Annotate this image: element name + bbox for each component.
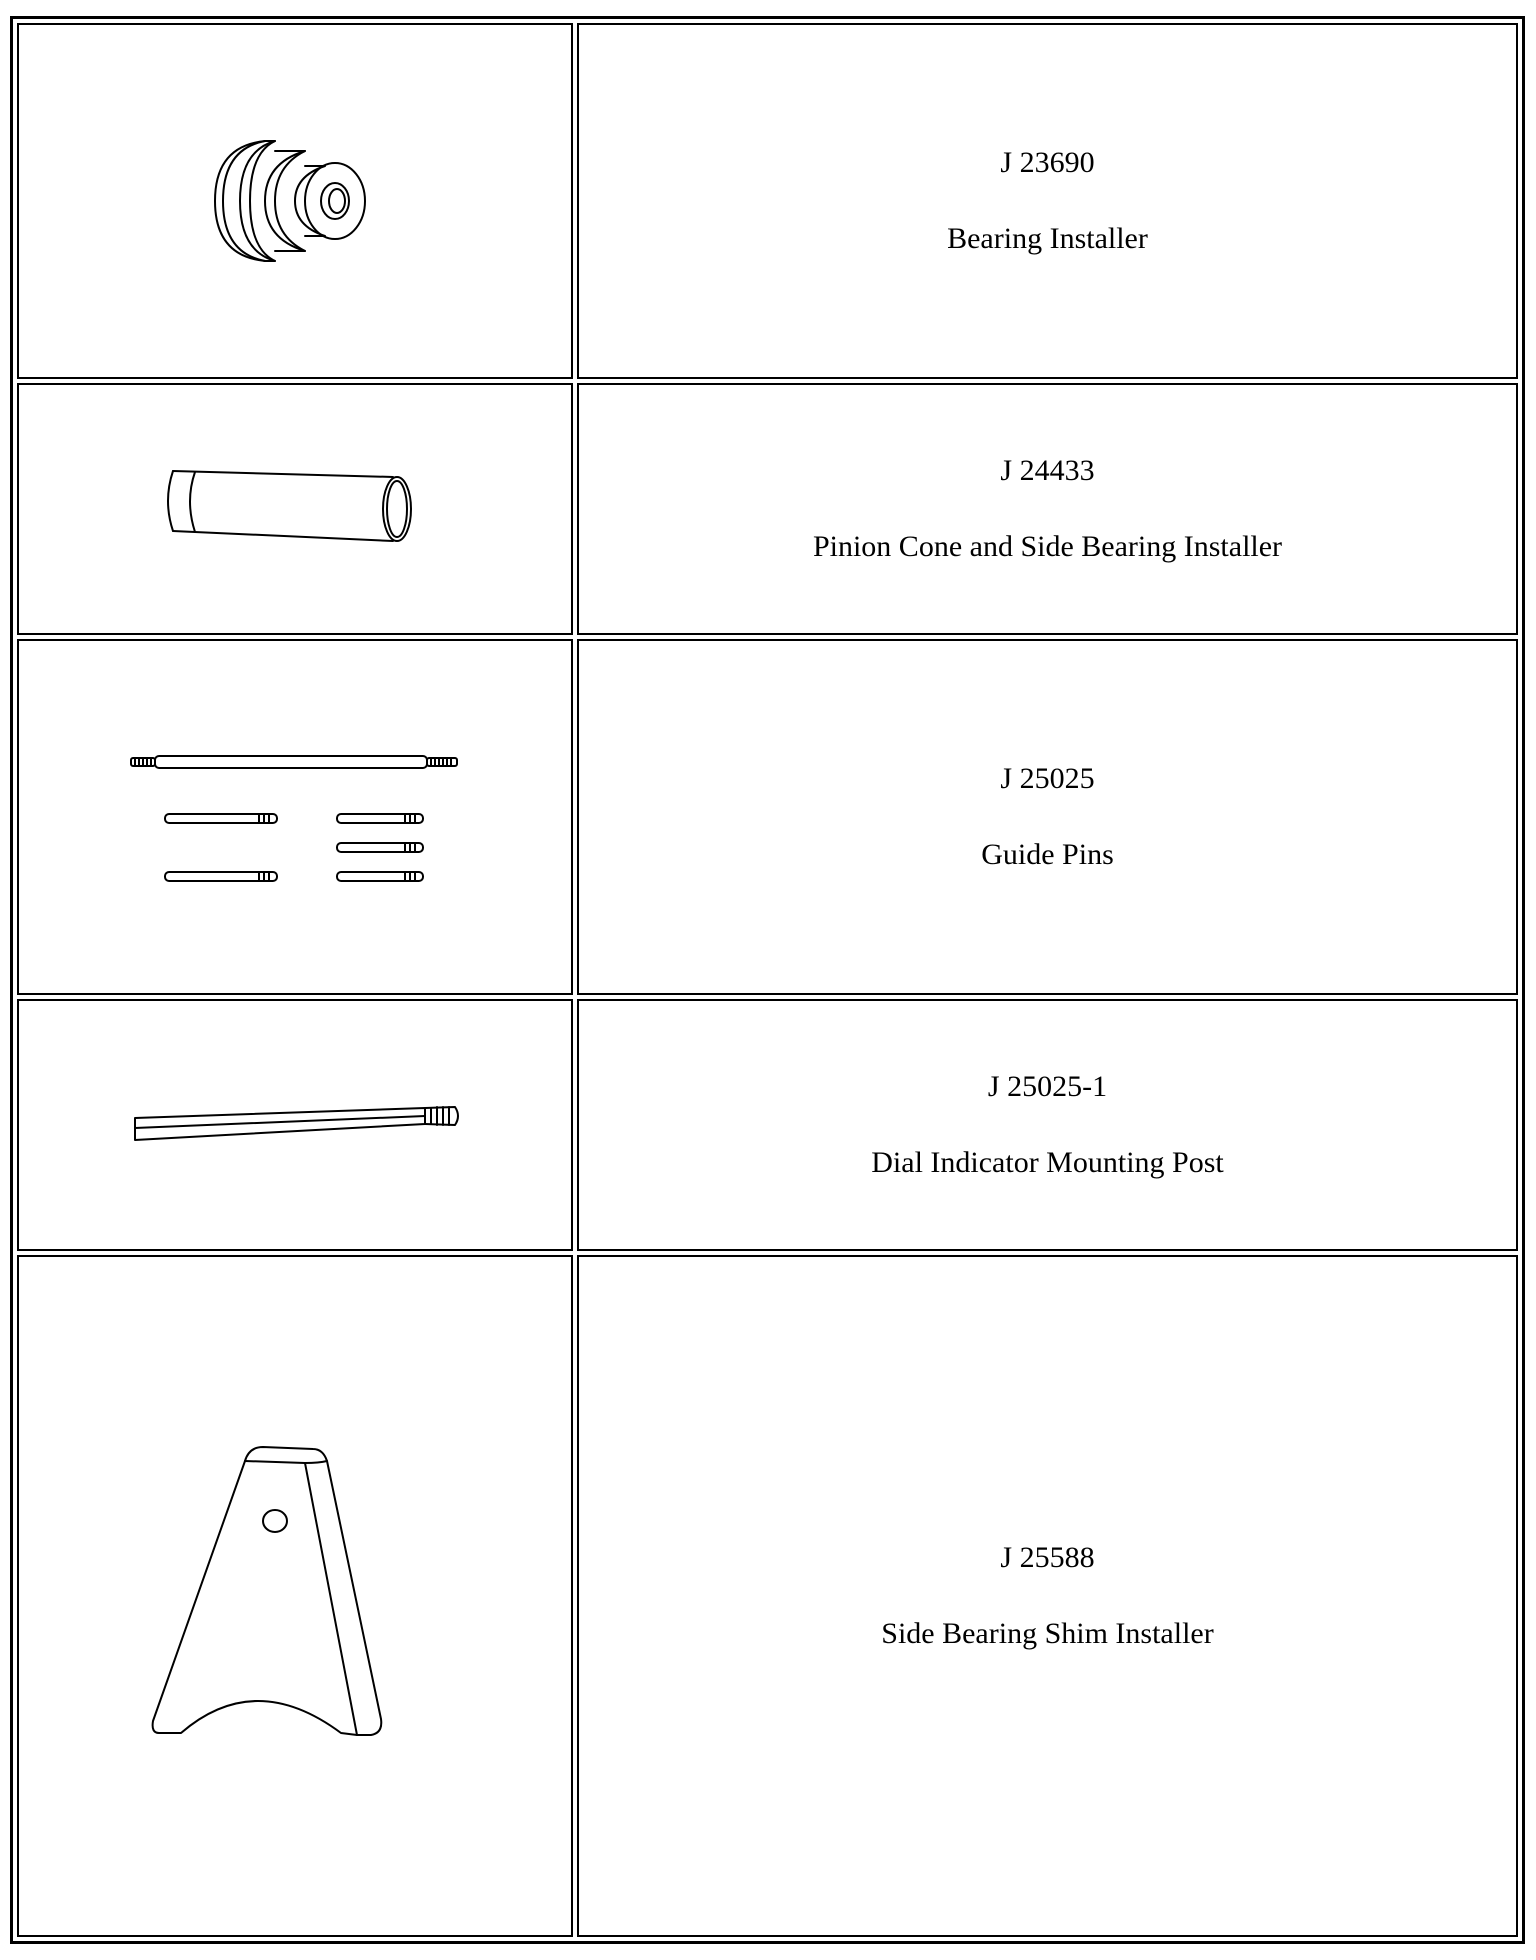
tool-text-cell bbox=[577, 383, 1518, 635]
tool-number: J 25025-1 bbox=[987, 1070, 1108, 1104]
tool-name: Side Bearing Shim Installer bbox=[881, 1617, 1214, 1651]
tool-image-cell bbox=[17, 639, 573, 995]
tool-text-cell bbox=[577, 23, 1518, 379]
tool-number: J 25025 bbox=[1000, 762, 1095, 796]
tool-image-cell bbox=[17, 1255, 573, 1937]
tool-text-cell bbox=[577, 639, 1518, 995]
short-guide-pin bbox=[165, 872, 277, 881]
shim-installer-illustration bbox=[145, 1441, 445, 1751]
tool-text-cell bbox=[577, 1255, 1518, 1937]
tool-name: Bearing Installer bbox=[947, 222, 1148, 256]
tool-image-cell bbox=[17, 999, 573, 1251]
guide-pins-illustration bbox=[125, 737, 465, 897]
tool-image-cell bbox=[17, 23, 573, 379]
tool-number: J 23690 bbox=[1000, 146, 1095, 180]
tool-name: Dial Indicator Mounting Post bbox=[871, 1146, 1224, 1180]
short-guide-pin bbox=[165, 814, 277, 823]
tool-row bbox=[17, 23, 1518, 379]
tool-row bbox=[17, 383, 1518, 635]
tool-number: J 25588 bbox=[1000, 1541, 1095, 1575]
tool-text-cell bbox=[577, 999, 1518, 1251]
tool-name: Pinion Cone and Side Bearing Installer bbox=[812, 530, 1283, 564]
bearing-installer-illustration bbox=[195, 121, 395, 281]
pinion-cone-installer-illustration bbox=[155, 459, 435, 559]
tool-row bbox=[17, 999, 1518, 1251]
special-tools-table bbox=[10, 16, 1525, 1944]
tool-row bbox=[17, 639, 1518, 995]
tool-image-cell bbox=[17, 383, 573, 635]
tool-name: Guide Pins bbox=[981, 838, 1114, 872]
mounting-post-illustration bbox=[125, 1090, 465, 1160]
tool-number: J 24433 bbox=[1000, 454, 1095, 488]
tool-row bbox=[17, 1255, 1518, 1937]
long-guide-pin bbox=[131, 756, 457, 768]
